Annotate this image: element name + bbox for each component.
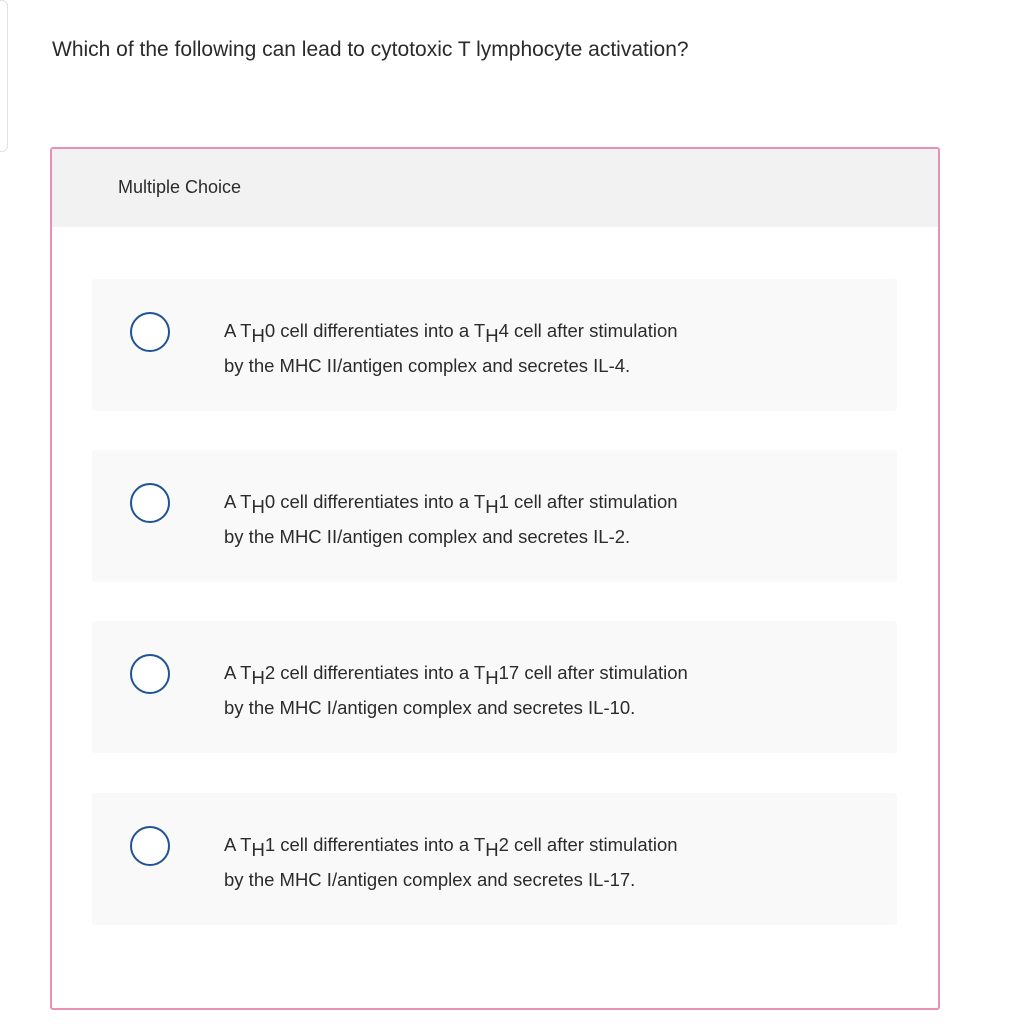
question-prompt: Which of the following can lead to cytotoxic T lymphocyte activation? [52, 38, 689, 61]
answer-option-2[interactable] [92, 450, 897, 582]
answer-option-4[interactable] [92, 793, 897, 925]
answer-option-text: A $T_H0$ cell differentiates into a $T_H4$ cell after stimulation by the MHC II/antigen complex and secretes IL-4. [224, 320, 678, 376]
previous-panel-edge [0, 0, 8, 152]
radio-button[interactable] [130, 654, 170, 694]
answer-option-text: A $T_H2$ cell differentiates into a $T_H17$ cell after stimulation by the MHC I/antigen complex and secretes IL-10. [224, 662, 688, 718]
answer-option-text: A $T_H0$ cell differentiates into a $T_H1$ cell after stimulation by the MHC II/antigen complex and secretes IL-2. [224, 491, 678, 547]
answer-option-1[interactable] [92, 279, 897, 411]
radio-button[interactable] [130, 826, 170, 866]
answer-option-3[interactable] [92, 621, 897, 753]
answer-option-text: A $T_H1$ cell differentiates into a $T_H2$ cell after stimulation by the MHC I/antigen complex and secretes IL-17. [224, 834, 678, 890]
radio-button[interactable] [130, 483, 170, 523]
multiple-choice-card [50, 147, 940, 1010]
multiple-choice-header [52, 149, 938, 227]
radio-button[interactable] [130, 312, 170, 352]
multiple-choice-label: Multiple Choice [118, 177, 242, 197]
